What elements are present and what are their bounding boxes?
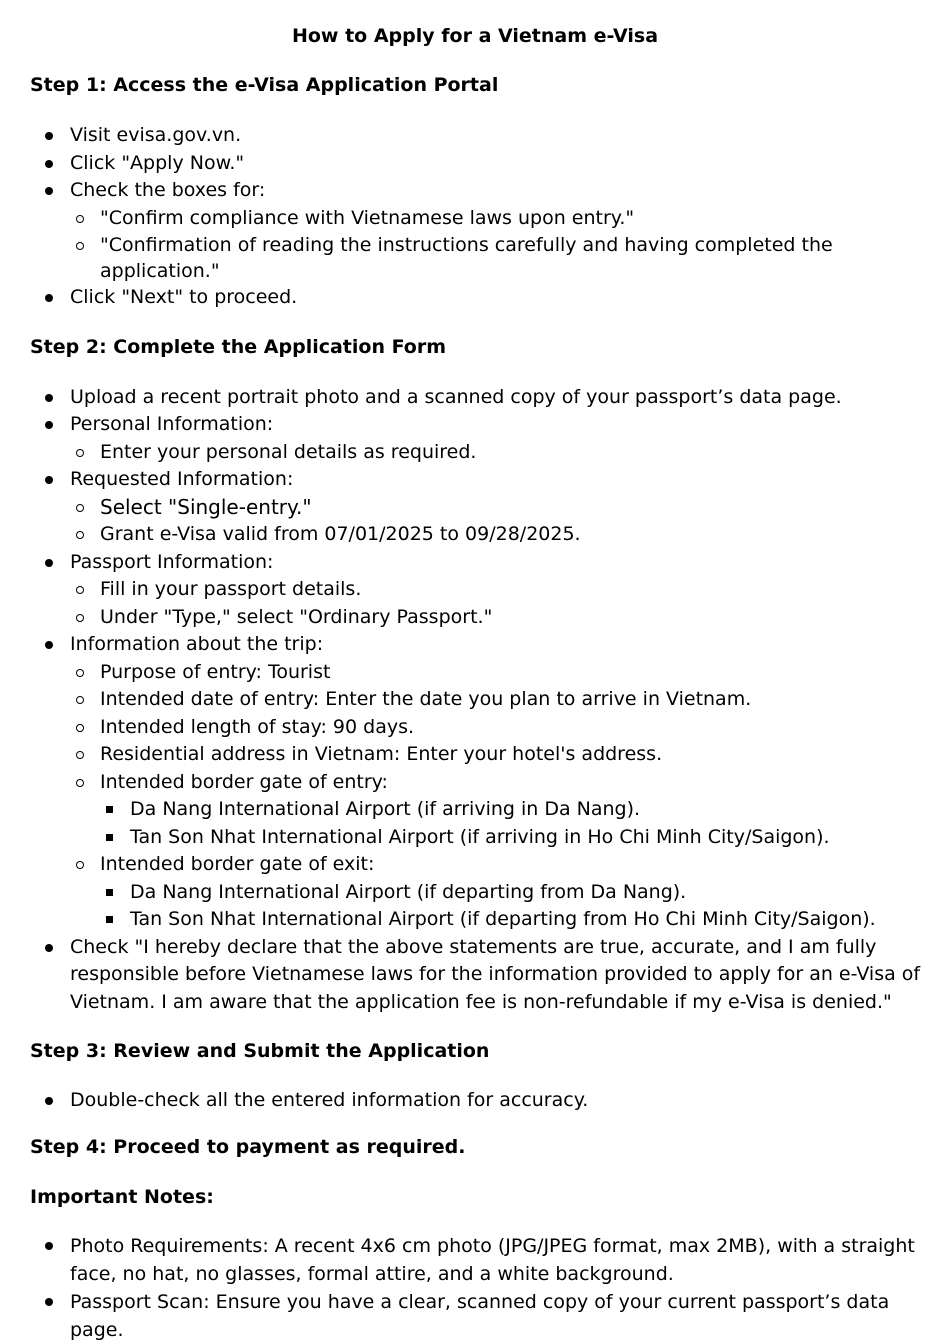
- list-item: Select "Single-entry.": [70, 494, 935, 522]
- list-item: Click "Next" to proceed.: [30, 284, 935, 312]
- list-item: Tan Son Nhat International Airport (if arriving in Ho Chi Minh City/Saigon).: [100, 824, 935, 852]
- step3-heading: Step 3: Review and Submit the Application: [30, 1040, 490, 1062]
- list-item: Grant e-Visa valid from 07/01/2025 to 09/28/2025.: [70, 521, 935, 549]
- list-item: Residential address in Vietnam: Enter your hotel's address.: [70, 741, 935, 769]
- checkbox-sublist: [70, 205, 935, 285]
- list-item: Click "Apply Now.": [30, 150, 935, 178]
- list-item: Check the boxes for: "Confirm compliance with Vietnamese laws upon entry." "Confirmation of reading the instructions carefully and having completed the application.": [30, 177, 935, 284]
- list-item: Check "I hereby declare that the above statements are true, accurate, and I am fully responsible before Vietnamese laws for the information provided to apply for an e-Visa of Vietnam. I am aware that the application fee is non-refundable if my e-Visa is denied.": [30, 934, 935, 1017]
- step1-heading: Step 1: Access the e-Visa Application Portal: [30, 74, 499, 96]
- list-item: Double-check all the entered information for accuracy.: [30, 1087, 935, 1115]
- list-item: Intended border gate of entry: Da Nang International Airport (if arriving in Da Nang). Tan Son Nhat International Airport (if arriving in Ho Chi Minh City/Saigon).: [70, 769, 935, 852]
- list-item: Personal Information: Enter your personal details as required.: [30, 411, 935, 466]
- list-item: Purpose of entry: Tourist: [70, 659, 935, 687]
- list-item: Photo Requirements: A recent 4x6 cm photo (JPG/JPEG format, max 2MB), with a straight face, no hat, no glasses, formal attire, and a white background.: [30, 1232, 935, 1288]
- step3-list: [30, 1087, 935, 1115]
- list-item: Passport Scan: Ensure you have a clear, scanned copy of your current passport’s data page.: [30, 1288, 935, 1344]
- step2-heading: Step 2: Complete the Application Form: [30, 335, 447, 358]
- list-item: Enter your personal details as required.: [70, 439, 935, 467]
- step4-heading: Step 4: Proceed to payment as required.: [30, 1135, 466, 1158]
- document: [30, 0, 935, 1344]
- list-item: Visit evisa.gov.vn.: [30, 122, 935, 150]
- step1-list: [30, 122, 935, 312]
- list-item: Da Nang International Airport (if departing from Da Nang).: [100, 879, 935, 907]
- list-item: Under "Type," select "Ordinary Passport.": [70, 604, 935, 632]
- list-item: Fill in your passport details.: [70, 576, 935, 604]
- page-title: How to Apply for a Vietnam e-Visa: [291, 25, 659, 47]
- list-item: "Confirmation of reading the instructions carefully and having completed the application.": [70, 232, 935, 284]
- list-item: Upload a recent portrait photo and a scanned copy of your passport’s data page.: [30, 384, 935, 412]
- list-item: Information about the trip: Purpose of entry: Tourist Intended date of entry: Enter the date you plan to arrive in Vietnam. Intended length of stay: 90 days. Residential address in Vietnam: Enter your hotel's address. Intended border gate of entry: Da Nang International Airport (if arriving in Da Nang). Tan Son Nhat International Airport (if arriving in Ho Chi Minh City/Saigon). Intended border gate of exit: Da Nang International Airport (if departing from Da Nang). Tan Son Nhat International Airport (if departing from Ho Chi Minh City/Saigon).: [30, 631, 935, 934]
- notes-heading: Important Notes:: [30, 1185, 214, 1208]
- list-item: "Confirm compliance with Vietnamese laws upon entry.": [70, 205, 935, 233]
- list-item: Intended border gate of exit: Da Nang International Airport (if departing from Da Nang). Tan Son Nhat International Airport (if departing from Ho Chi Minh City/Saigon).: [70, 851, 935, 934]
- notes-list: [30, 1232, 935, 1344]
- step2-list: [30, 384, 935, 1017]
- list-item: Requested Information: Select "Single-entry." Grant e-Visa valid from 07/01/2025 to 09/28/2025.: [30, 466, 935, 549]
- list-item: Tan Son Nhat International Airport (if departing from Ho Chi Minh City/Saigon).: [100, 906, 935, 934]
- list-item: Intended date of entry: Enter the date you plan to arrive in Vietnam.: [70, 686, 935, 714]
- list-item: Intended length of stay: 90 days.: [70, 714, 935, 742]
- list-item: Da Nang International Airport (if arriving in Da Nang).: [100, 796, 935, 824]
- list-item: Passport Information: Fill in your passport details. Under "Type," select "Ordinary Passport.": [30, 549, 935, 632]
